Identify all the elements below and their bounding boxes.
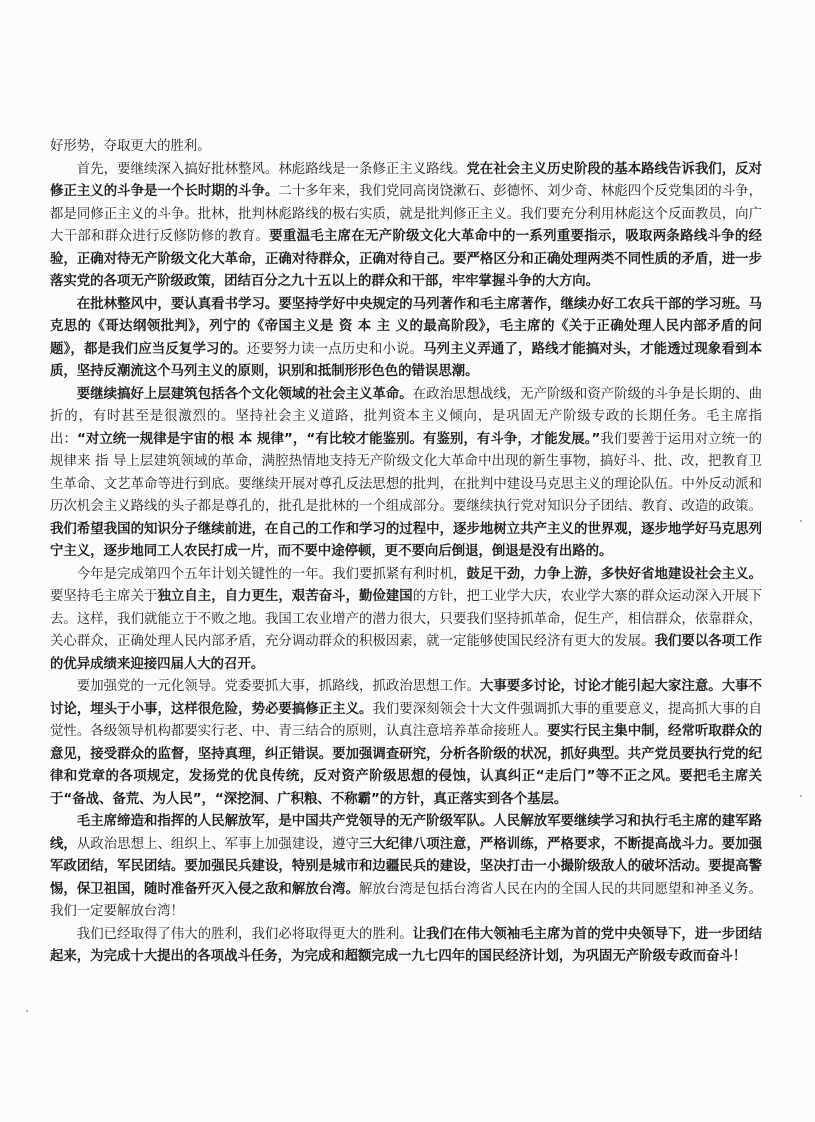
body-text: 在政治思想战线，无产阶级和资产阶级的斗争是长期的、曲折的，有时甚至是很激烈的。坚持社会主义道路，批判资本主义倾向，是巩固无产阶级专政的长期任务。毛主席指出： [50, 386, 762, 447]
body-text: 要坚持毛主席关于 [50, 589, 158, 604]
body-text: 首先，要继续深入搞好批林整风。林彪路线是一条修正主义路线。 [76, 161, 467, 177]
scan-speck [800, 520, 802, 522]
emphasized-text: 大事要多讨论，讨论才能引起大家注意。大事不讨论，埋头于小事，这样很危险，势必要搞修正主义。 [50, 679, 763, 717]
emphasized-text: 要继续搞好上层建筑包括各个文化领域的社会主义革命。 [76, 386, 413, 402]
body-text: 要加强党的一元化领导。党委要抓大事，抓路线，抓政治思想工作。 [76, 679, 480, 694]
emphasized-text: 独立自主，自力更生，艰苦奋斗，勤俭建国 [157, 589, 413, 604]
emphasized-text: 三大纪律八项注意 [359, 836, 467, 852]
paragraph [50, 294, 762, 384]
body-text: 今年是完成第四个五年计划关键性的一年。我们要抓紧有利时机， [76, 566, 467, 582]
emphasized-text: 要重温毛主席在无产阶级文化大革命中的一系列重要指示，吸取两条路线斗争的经验，正确对待无产阶级文化大革命，正确对待群众，正确对待自己。要严格区分和正确处理两类不同性质的矛盾，进一步落实党的各项无产阶级政策，团结百分之九十五以上的群众和干部，牢牢掌握斗争的大方向。 [50, 229, 762, 289]
emphasized-text: 鼓足干劲，力争上游，多快好省地建设社会主义。 [466, 566, 763, 582]
emphasized-text: “备战、备荒、为人民”，“深挖洞、广积粮、不称霸” [63, 791, 380, 807]
body-text: 解放台湾是包括台湾省人民在内的全国人民的共同愿望和神圣义务。我们一定要解放台湾！ [50, 881, 762, 919]
body-text: 从政治思想上、组织上、军事上加强建设，遵守 [76, 836, 360, 852]
emphasized-text: 毛主席缔造和指挥的人民解放军，是中国共产党领导的无产阶级军队。人民解放军要继续学习和执行毛主席的建军路线， [50, 814, 762, 852]
emphasized-text: 我们要以各项工作的优异成绩来迎接四届人大的召开。 [50, 634, 762, 672]
body-text: 我们要善于运用对立统一的规律来 指 导上层建筑领域的革命，满腔热情地支持无产阶级文化大革命中出现的新生事物，搞好斗、批、改，把教育卫生革命、文艺革命等进行到底。要继续开展对尊孔反法思想的批判，在批判中建设马克思主义的理论队伍。中外反动派和历次机会主义路线的头子都是尊孔的，批孔是批林的一个组成部分。要继续执行党对知识分子团结、教育、改造的政策。 [50, 431, 763, 514]
paragraph [50, 676, 762, 811]
document-body [50, 136, 762, 969]
paragraph [50, 811, 762, 924]
body-text: 还要努力读一点历史和小说。 [246, 341, 424, 357]
paragraph [50, 384, 762, 564]
paragraph [50, 564, 762, 677]
emphasized-text: 我们希望我国的知识分子继续前进，在自己的工作和学习的过程中，逐步地树立共产主义的世界观，逐步地学好马克思列宁主义，逐步地同工人农民打成一片，而不要中途停顿，更不要向后倒退，倒退是没有出路的。 [50, 521, 762, 559]
body-text: 二十多年来，我们党同高岗饶漱石、彭德怀、刘少奇、林彪四个反党集团的斗争，都是同修正主义的斗争。批林，批判林彪路线的极右实质，就是批判修正主义。我们要充分利用林彪这个反面教员，向广大干部和群众进行反修防修的教育。 [50, 184, 762, 244]
scan-speck [26, 1010, 28, 1012]
body-text: 我们要深刻领会十大文件强调抓大事的重要意义，提高抓大事的自觉性。各级领导机构都要实行老、中、青三结合的原则，认真注意培养革命接班人。 [50, 701, 763, 739]
body-text: 好形势，夺取更大的胜利。 [50, 139, 211, 154]
emphasized-text: 马列主义弄通了，路线才能搞对头，才能透过现象看到本质，坚持反潮流这个马列主义的原则，识别和抵制形形色色的错误思潮。 [50, 341, 762, 379]
emphasized-text: 要实行民主集中制，经常听取群众的意见，接受群众的监督，坚持真理，纠正错误。要加强调查研究，分析各阶级的状况，抓好典型。共产党员要执行党的纪律和党章的各项规定，发扬党的优良传统，反对资产阶级思想的侵蚀，认真纠正“走后门”等不正之风。要把毛主席关于 [50, 724, 763, 807]
emphasized-text: “对立统一规律是宇宙的根 本 规律”，“有比较才能鉴别。有鉴别，有斗争，才能发展。” [76, 431, 601, 447]
emphasized-text: 的方针，真正落实到各个基层。 [379, 791, 568, 807]
paragraph [50, 136, 762, 159]
body-text: 的方针，把工业学大庆，农业学大寨的群众运动深入开展下去。这样，我们就能立于不败之地。我国工农业增产的潜力很大，只要我们坚持抓革命，促生产，相信群众，依靠群众，关心群众，正确处理人民内部矛盾，充分调动群众的积极因素，就一定能够使国民经济有更大的发展。 [50, 589, 763, 649]
paragraph [50, 159, 762, 294]
scan-speck [800, 795, 802, 797]
body-text: 我们已经取得了伟大的胜利，我们必将取得更大的胜利。 [76, 926, 413, 942]
paragraph [50, 924, 762, 969]
emphasized-text: 在批林整风中，要认真看书学习。要坚持学好中央规定的马列著作和毛主席著作，继续办好工农兵干部的学习班。马克思的《哥达纲领批判》，列宁的《帝国主义是 资 本 主 义的最高阶段》，毛主席的《关于正确处理人民内部矛盾的问题》，都是我们应当反复学习的。 [50, 296, 762, 357]
emphasized-text: 让我们在伟大领袖毛主席为首的党中央领导下，进一步团结起来，为完成十大提出的各项战斗任务，为完成和超额完成一九七四年的国民经济计划，为巩固无产阶级专政而奋斗！ [50, 926, 762, 964]
emphasized-text: 党在社会主义历史阶段的基本路线告诉我们，反对修正主义的斗争是一个长时期的斗争。 [50, 161, 763, 199]
emphasized-text: ，严格训练，严格要求，不断提高战斗力。要加强军政团结，军民团结。要加强民兵建设，特别是城市和边疆民兵的建设，坚决打击一小撮阶级敌人的破坏活动。要提高警惕，保卫祖国，随时准备歼灭入侵之敌和解放台湾。 [50, 836, 763, 897]
